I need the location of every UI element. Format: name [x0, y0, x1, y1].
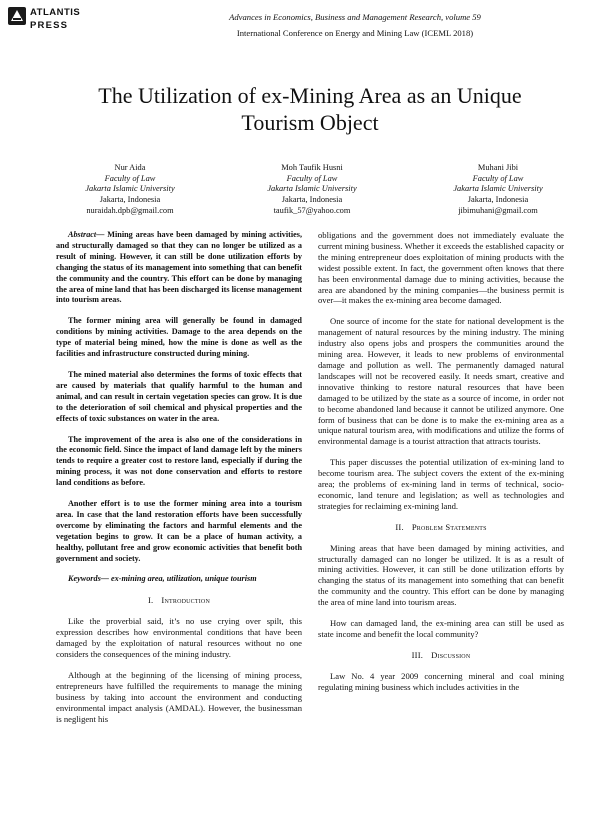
section-title: Introduction — [161, 595, 210, 606]
author-location: Jakarta, Indonesia — [99, 195, 161, 205]
author-university: Jakarta Islamic University — [267, 184, 357, 194]
author-faculty: Faculty of Law — [104, 173, 156, 183]
paper-title-line1: The Utilization of ex-Mining Area as an Unique — [98, 83, 522, 108]
intro-paragraph-4: This paper discusses the potential utilization of ex-mining land to become tourism area. The subject covers the extent of the ex-mining area; the problems of ex-mining land in terms of technical, socio-economic, land tenure and legislation; as well as technologies and strategies for reclaiming ex-mining land. — [318, 457, 564, 511]
abstract-text-1: Mining areas have been damaged by mining activities, and structurally damaged so that they can no longer be utilized as a result of mining. However, it can still be done utilization efforts by changing the status of its management into something that can benefit the community and the country. This effort can be done by managing the area of mine land that has been discharged its license management into tourism areas. — [56, 230, 303, 305]
author-name: Nur Aida — [114, 163, 146, 172]
intro-paragraph-3: One source of income for the state for national development is the management of natural resources by the mining industry. The mining industry also opens jobs and prospers the communities around the mining area. However, it leads to new problems of environmental damage and pollution as well. The permanently damaged natural landscapes will not be recovered easily. It needs smart, creative and innovative thinking to restore natural resources that have been damaged to be utilized by the state as a source of income, in order not to become abandoned land because it cannot be utilized anymore. One form of business that can be done is to make the ex-mining area as a unique natural tourism area, with modifications and utilize the forms of environmental damage is a tourist attraction that attracts tourists. — [318, 316, 564, 447]
abstract-paragraph-4: The improvement of the area is also one of the considerations in the economic field. Since the impact of land damage left by the miners tends to require a greater cost to restore land, especially if during the mining process, it was not done conservation and efforts to restore land conditions as before. — [56, 434, 302, 488]
publisher-name-line2: PRESS — [30, 20, 69, 31]
atlantis-press-logo-icon — [8, 7, 26, 25]
abstract-label: Abstract— — [68, 230, 105, 239]
abstract-paragraph-2: The former mining area will generally be found in damaged conditions by mining activities. Damage to the area depends on the type of material being mined, how the mine is done as well as the facilities and infrastructure constructed during mining. — [56, 316, 302, 359]
intro-paragraph-2-start — [56, 670, 302, 725]
author-location: Jakarta, Indonesia — [467, 195, 529, 205]
intro-paragraph-1: Like the proverbial said, it’s no use crying over spilt, this expression describes how environmental conditions that have been damaged by the exploitation of natural resources without no one considers the consequences of the mining industry. — [56, 616, 302, 659]
author-email[interactable]: jibimuhani@gmail.com — [458, 205, 538, 215]
section-heading-introduction — [56, 595, 302, 606]
problem-paragraph-2: How can damaged land, the ex-mining area can still be used as state income and benefit the local community? — [318, 618, 564, 639]
section-title: Problem Statements — [411, 521, 487, 532]
author-email[interactable]: nuraidah.dpb@gmail.com — [86, 205, 174, 215]
author-email[interactable]: taufik_57@yahoo.com — [273, 205, 351, 215]
abstract-paragraph-1 — [56, 230, 302, 306]
problem-paragraph-1: Mining areas that have been damaged by mining activities, and structurally damaged can no longer be utilized. It is as a result of mining activities. However, it can still be done utilization efforts by changing the status of its management into something that can benefit the community and the country. This effort can be done by managing the area of mine land into tourism areas. — [318, 542, 564, 608]
author-name: Moh Taufik Husni — [281, 163, 343, 172]
author-block-2 — [232, 163, 392, 217]
section-heading-discussion — [318, 650, 564, 661]
intro-paragraph-2-text: Although at the beginning of the licensing of mining process, entrepreneurs have fulfilled the requirements to manage the mining business by taking into account the environment and conducting environmental impact analysis (AMDAL). However, the businessman is negligent his — [56, 669, 302, 724]
author-university: Jakarta Islamic University — [453, 184, 543, 194]
abstract-paragraph-5: Another effort is to use the former mining area into a tourism area. In case that the land restoration efforts have been successfully overcome by eliminating the factors and harmful elements and the vegetation begins to grow. It can be a place of human activity, a healthy, pollutant free and grow economic activities that benefit both government and society. — [56, 499, 302, 563]
section-title: Discussion — [431, 649, 471, 660]
journal-header: Advances in Economics, Business and Management Research, volume 59 — [229, 12, 481, 22]
author-faculty: Faculty of Law — [286, 173, 338, 183]
author-faculty: Faculty of Law — [472, 173, 524, 183]
section-heading-problem-statements — [318, 522, 564, 533]
paper-title — [40, 82, 580, 136]
conference-header: International Conference on Energy and Mining Law (ICEML 2018) — [236, 28, 474, 38]
abstract-paragraph-3: The mined material also determines the forms of toxic effects that are caused by materials that qualify harmful to the human and animal, and can result in certain vegetation species can grow. It is due to the deterioration of soil chemical and physical properties and the effects of toxic substances on water in the area. — [56, 369, 302, 423]
keywords: Keywords— ex-mining area, utilization, unique tourism — [68, 574, 257, 584]
author-block-1 — [50, 163, 210, 217]
publisher-logo — [8, 6, 98, 36]
paper-title-line2: Tourism Object — [241, 110, 379, 135]
discussion-paragraph-1: Law No. 4 year 2009 concerning mineral and coal mining regulating mining business which includes activities in the — [318, 670, 564, 692]
intro-paragraph-2-continued: obligations and the government does not immediately evaluate the current mining business. Whether it exceeds the established capacity or the mining entrepreneur does exploitation of mining products with the widest possible extent. In fact, the government often knows that there has been environmental damage due to mining activities, because the area are abandoned by the mining companies—the business permit is over—it makes the ex-mining area become damaged. — [318, 230, 564, 306]
section-number: II. — [395, 521, 404, 532]
author-name: Muhani Jibi — [477, 163, 519, 172]
right-column — [318, 230, 564, 703]
author-university: Jakarta Islamic University — [85, 184, 175, 194]
left-column — [56, 230, 302, 724]
author-location: Jakarta, Indonesia — [281, 195, 343, 205]
author-block-3 — [418, 163, 578, 217]
section-number: III. — [411, 649, 424, 660]
section-number: I. — [147, 595, 154, 606]
publisher-name-line1: ATLANTIS — [30, 7, 81, 18]
